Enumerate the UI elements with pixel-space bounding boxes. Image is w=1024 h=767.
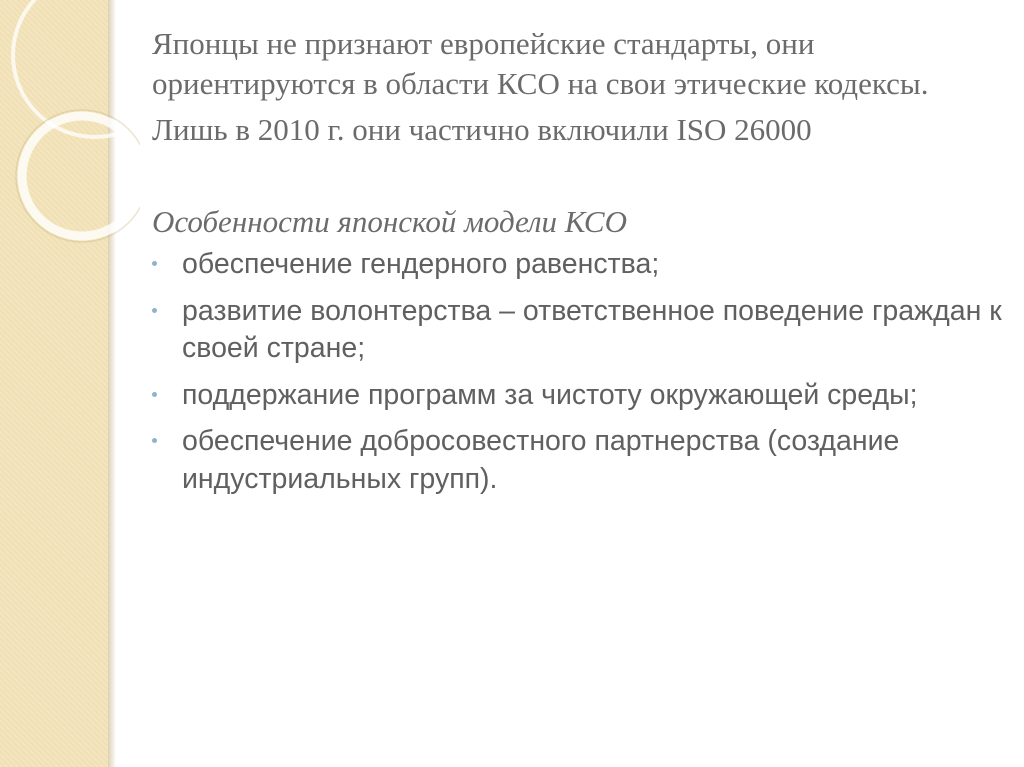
bullet-icon: [152, 308, 157, 313]
list-item: [152, 246, 1002, 284]
features-list: [152, 246, 1002, 499]
decorative-rings: [0, 0, 140, 260]
section-subtitle: Особенности японской модели КСО: [152, 203, 627, 239]
list-item: [152, 293, 1002, 368]
list-item-text: поддержание программ за чистоту окружающей среды;: [182, 378, 918, 411]
spacer: [152, 156, 1002, 202]
list-item-text: обеспечение добросовестного партнерства (создание индустриальных групп).: [182, 425, 900, 495]
slide-body: [152, 24, 1002, 508]
list-item-text: развитие волонтерства – ответственное поведение граждан к своей стране;: [182, 294, 1002, 365]
bullet-icon: [152, 438, 157, 443]
list-item: [152, 423, 1002, 498]
list-item-text: обеспечение гендерного равенства;: [182, 247, 660, 280]
list-item: [152, 377, 1002, 415]
paragraph-iso-26000: Лишь в 2010 г. они частично включили ISO 26000: [152, 111, 812, 147]
bullet-icon: [152, 261, 157, 266]
paragraph-japan-standards: Японцы не признают европейские стандарты, они ориентируются в области КСО на свои этические кодексы.: [152, 26, 929, 101]
bullet-icon: [152, 392, 157, 397]
